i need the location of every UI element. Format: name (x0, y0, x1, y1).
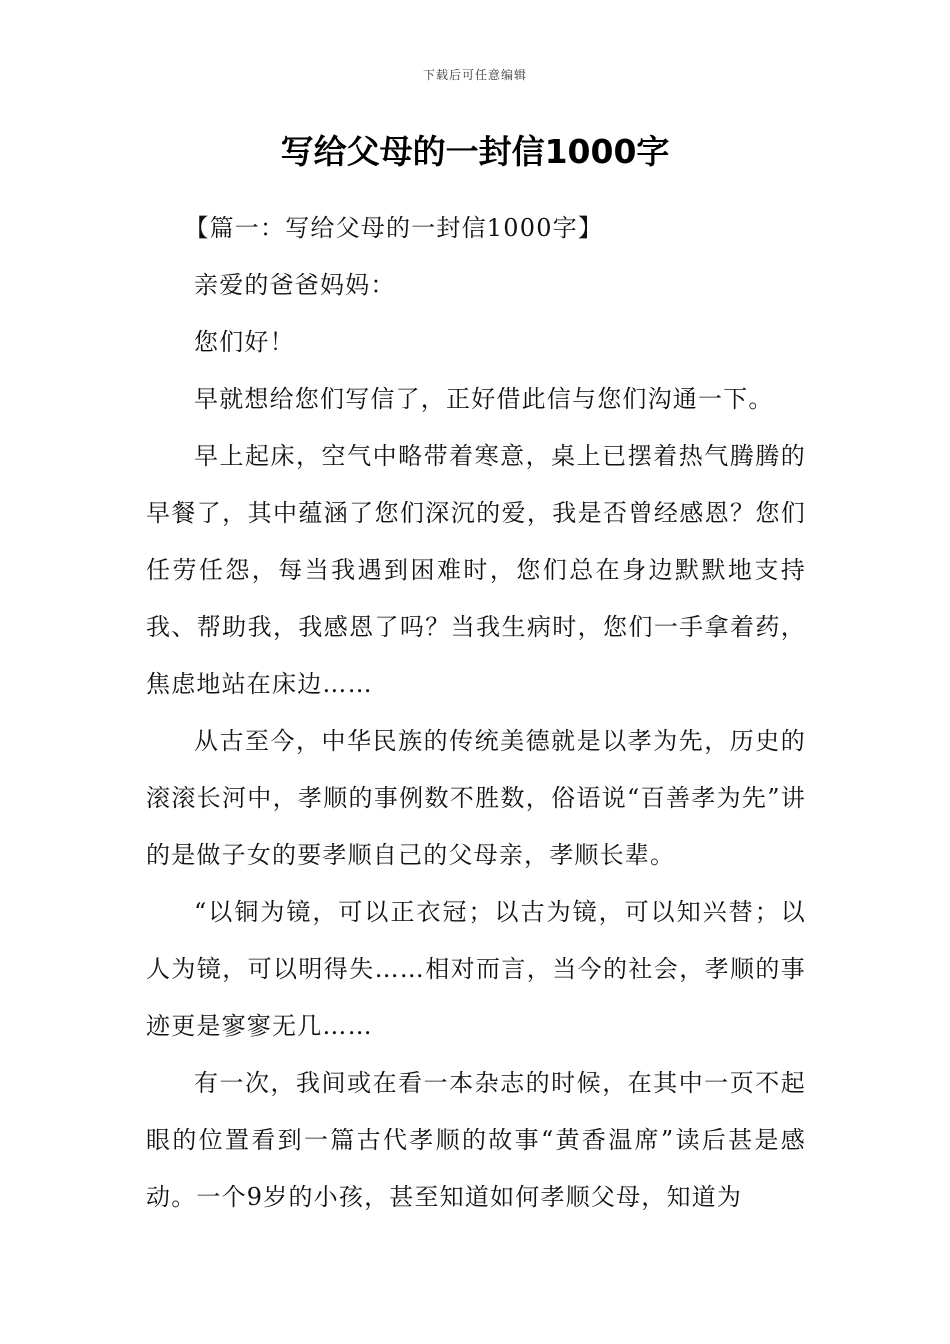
paragraph: 早就想给您们写信了，正好借此信与您们沟通一下。 (194, 385, 774, 413)
paragraph: 有一次，我间或在看一本杂志的时候，在其中一页不起眼的位置看到一篇古代孝顺的故事“黄香温席”读后甚是感动。一个9岁的小孩，甚至知道如何孝顺父母，知道为 (146, 1069, 806, 1211)
header-note: 下载后可任意编辑 (422, 68, 527, 82)
paragraph: 从古至今，中华民族的传统美德就是以孝为先，历史的滚滚长河中，孝顺的事例数不胜数，俗语说“百善孝为先”讲的是做子女的要孝顺自己的父母亲，孝顺长辈。 (146, 727, 806, 869)
salutation: 亲爱的爸爸妈妈： (194, 271, 396, 299)
greeting: 您们好！ (194, 328, 295, 356)
paragraph: 早上起床，空气中略带着寒意，桌上已摆着热气腾腾的早餐了，其中蕴涵了您们深沉的爱，我是否曾经感恩？您们任劳任怨，每当我遇到困难时，您们总在身边默默地支持我、帮助我，我感恩了吗？当我生病时，您们一手拿着药，焦虑地站在床边…… (146, 442, 806, 698)
document-title: 写给父母的一封信1000字 (280, 132, 670, 171)
section-heading: 【篇一：写给父母的一封信1000字】 (184, 214, 604, 242)
paragraph: “以铜为镜，可以正衣冠；以古为镜，可以知兴替；以人为镜，可以明得失……相对而言，当今的社会，孝顺的事迹更是寥寥无几…… (146, 898, 806, 1040)
document-body (146, 200, 806, 1226)
